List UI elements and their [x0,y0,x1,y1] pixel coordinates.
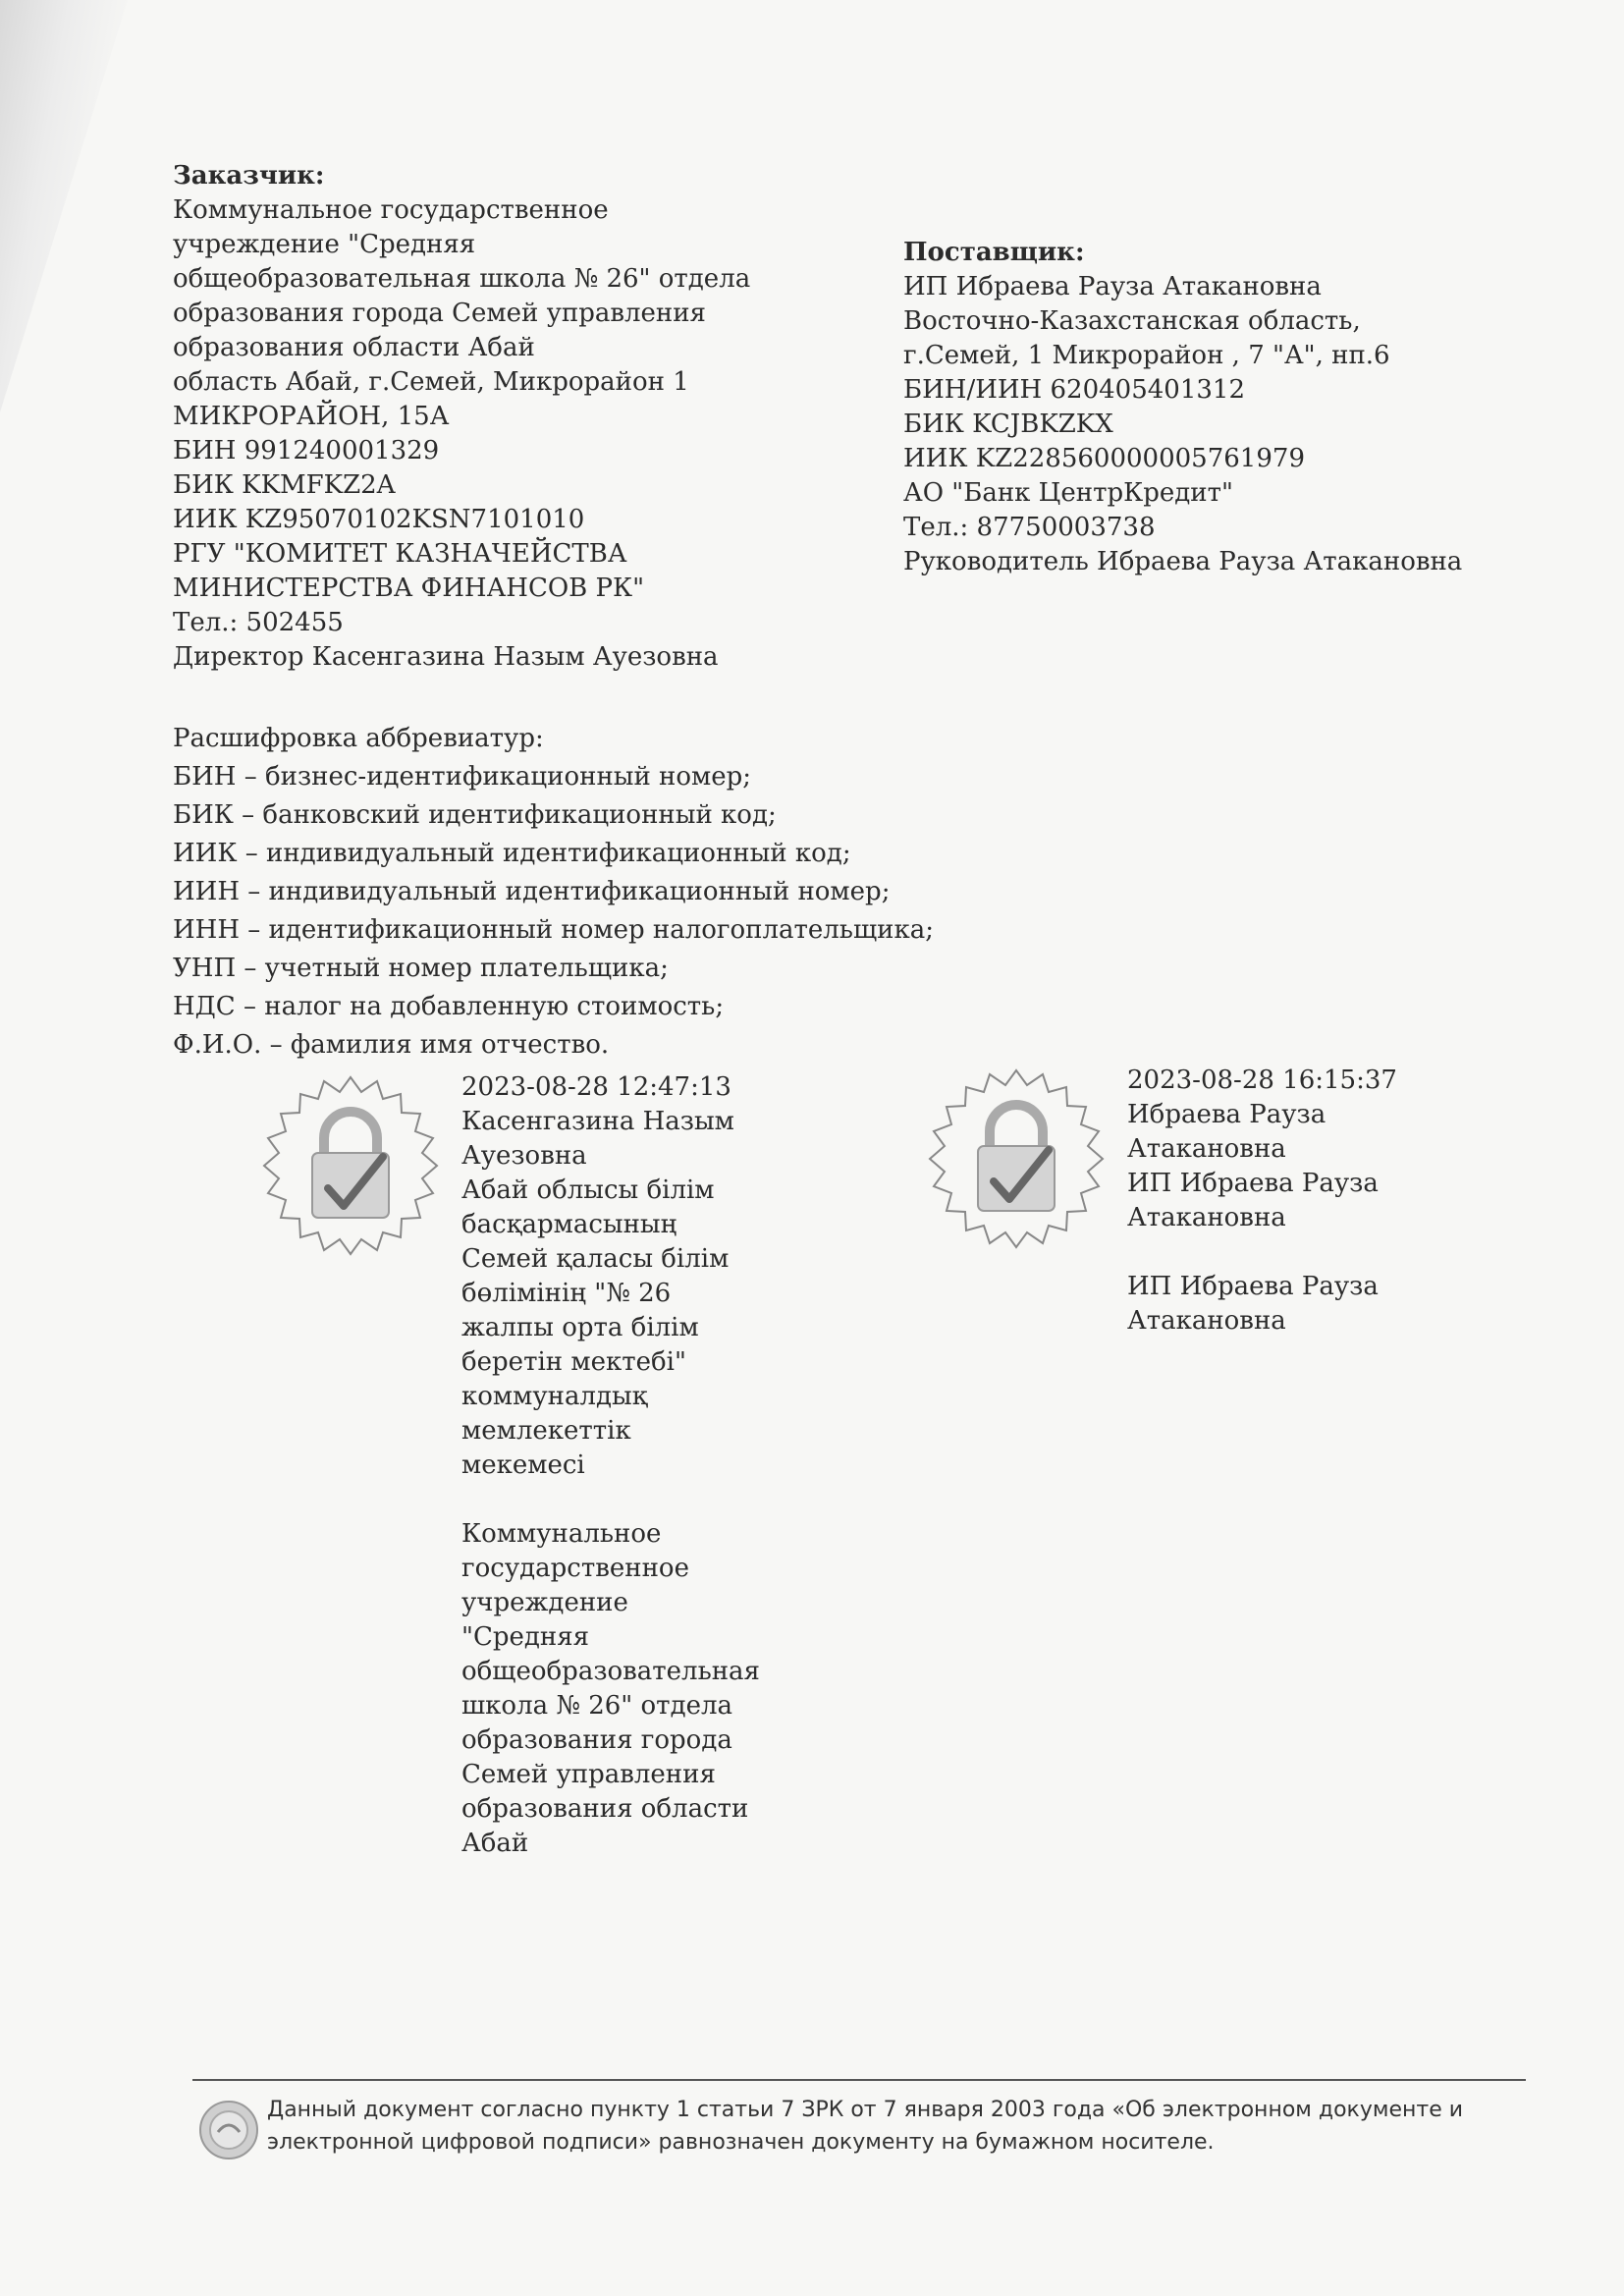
abbreviation-item: БИН – бизнес-идентификационный номер; [173,762,752,792]
customer-block [173,159,750,675]
customer-line: БИК KKMFKZ2A [173,470,396,500]
signature-timestamp: 2023-08-28 12:47:13 [461,1072,731,1102]
abbreviation-item: ИНН – идентификационный номер налогоплательщика; [173,915,934,945]
customer-line: общеобразовательная школа № 26" отдела [173,264,751,294]
supplier-line: БИК KCJBKZKX [903,410,1113,439]
signer-org-ru-line: образования города [461,1725,732,1755]
signer-org-ru-line: государственное [461,1554,689,1583]
spacer [461,1483,760,1517]
padlock-seal-icon [923,1066,1110,1252]
signer-org-kz-line: Семей қаласы білім [461,1244,730,1274]
signer-org-ru-line: общеобразовательная [461,1657,760,1686]
customer-line: учреждение "Средняя [173,230,476,259]
supplier-line: Восточно-Казахстанская область, [903,306,1361,336]
supplier-line: г.Семей, 1 Микрорайон , 7 "А", нп.6 [903,341,1390,370]
abbreviation-item: ИИК – индивидуальный идентификационный код; [173,839,851,868]
supplier-heading: Поставщик: [903,238,1085,267]
supplier-block [903,236,1462,579]
signer-org-kz-line: жалпы орта білім [461,1313,699,1342]
signer-org-ru-line: Коммунальное [461,1519,662,1549]
egov-seal-icon [198,2100,259,2160]
footer-divider [192,2079,1526,2081]
signer-org-ru-line: учреждение [461,1588,628,1617]
customer-line: БИН 991240001329 [173,436,440,465]
signer-org-kz-line: беретін мектебі" [461,1347,686,1377]
signer-org-ru-line: ИП Ибраева Рауза [1127,1272,1379,1301]
abbreviation-item: НДС – налог на добавленную стоимость; [173,992,725,1021]
customer-line: ИИК KZ95070102KSN7101010 [173,505,585,534]
signature-timestamp: 2023-08-28 16:15:37 [1127,1066,1397,1095]
signer-name-line: Ибраева Рауза [1127,1100,1326,1129]
supplier-line: ИИК KZ228560000005761979 [903,444,1305,473]
customer-line: Коммунальное государственное [173,195,609,225]
signer-name-line: Атакановна [1127,1134,1286,1164]
signer-org-ru-line: образования области [461,1794,749,1824]
abbreviation-item: УНП – учетный номер плательщика; [173,954,669,983]
customer-line: образования города Семей управления [173,299,706,328]
abbreviation-item: БИК – банковский идентификационный код; [173,800,777,830]
supplier-line: ИП Ибраева Рауза Атакановна [903,272,1322,301]
page-fold-shadow [0,0,128,412]
signer-org-kz-line: бөлімінің "№ 26 [461,1279,672,1308]
signer-org-kz-line: ИП Ибраева Рауза [1127,1169,1379,1198]
abbreviations-block [173,720,934,1065]
supplier-line: БИН/ИИН 620405401312 [903,375,1246,405]
signer-org-kz-line: Атакановна [1127,1203,1286,1232]
signer-name-line: Ауезовна [461,1141,587,1171]
footer-legal-text: Данный документ согласно пункту 1 статьи 7 ЗРК от 7 января 2003 года «Об электронном документе и электронной цифровой подписи» равнозначен документу на бумажном носителе. [267,2098,1464,2155]
signature-2-text [1127,1064,1397,1339]
padlock-seal-icon [257,1072,444,1259]
signer-org-kz-line: коммуналдық [461,1382,648,1411]
signer-org-kz-line: мекемесі [461,1450,585,1480]
signer-org-kz-line: Абай облысы білім [461,1175,715,1205]
spacer [1127,1235,1397,1270]
signer-org-ru-line: Семей управления [461,1760,716,1789]
abbreviations-title: Расшифровка аббревиатур: [173,724,544,753]
customer-line: МИНИСТЕРСТВА ФИНАНСОВ РК" [173,574,645,603]
signer-org-ru-line: "Средняя [461,1622,590,1652]
customer-line: образования области Абай [173,333,535,362]
abbreviation-item: ИИН – индивидуальный идентификационный номер; [173,877,891,906]
customer-heading: Заказчик: [173,161,325,191]
customer-line: область Абай, г.Семей, Микрорайон 1 [173,367,689,397]
customer-line: МИКРОРАЙОН, 15А [173,402,450,431]
signer-org-ru-line: Абай [461,1829,529,1858]
signature-1-text [461,1070,760,1861]
signer-org-ru-line: Атакановна [1127,1306,1286,1336]
signer-org-ru-line: школа № 26" отдела [461,1691,732,1721]
supplier-line: Тел.: 87750003738 [903,513,1156,542]
signer-org-kz-line: басқармасының [461,1210,677,1239]
supplier-line: Руководитель Ибраева Рауза Атакановна [903,547,1463,576]
customer-line: Тел.: 502455 [173,608,344,637]
signer-name-line: Касенгазина Назым [461,1107,734,1136]
customer-line: РГУ "КОМИТЕТ КАЗНАЧЕЙСТВА [173,539,627,569]
customer-line: Директор Касенгазина Назым Ауезовна [173,642,719,672]
supplier-line: АО "Банк ЦентрКредит" [903,478,1233,508]
abbreviation-item: Ф.И.О. – фамилия имя отчество. [173,1030,610,1060]
signer-org-kz-line: мемлекеттік [461,1416,631,1446]
